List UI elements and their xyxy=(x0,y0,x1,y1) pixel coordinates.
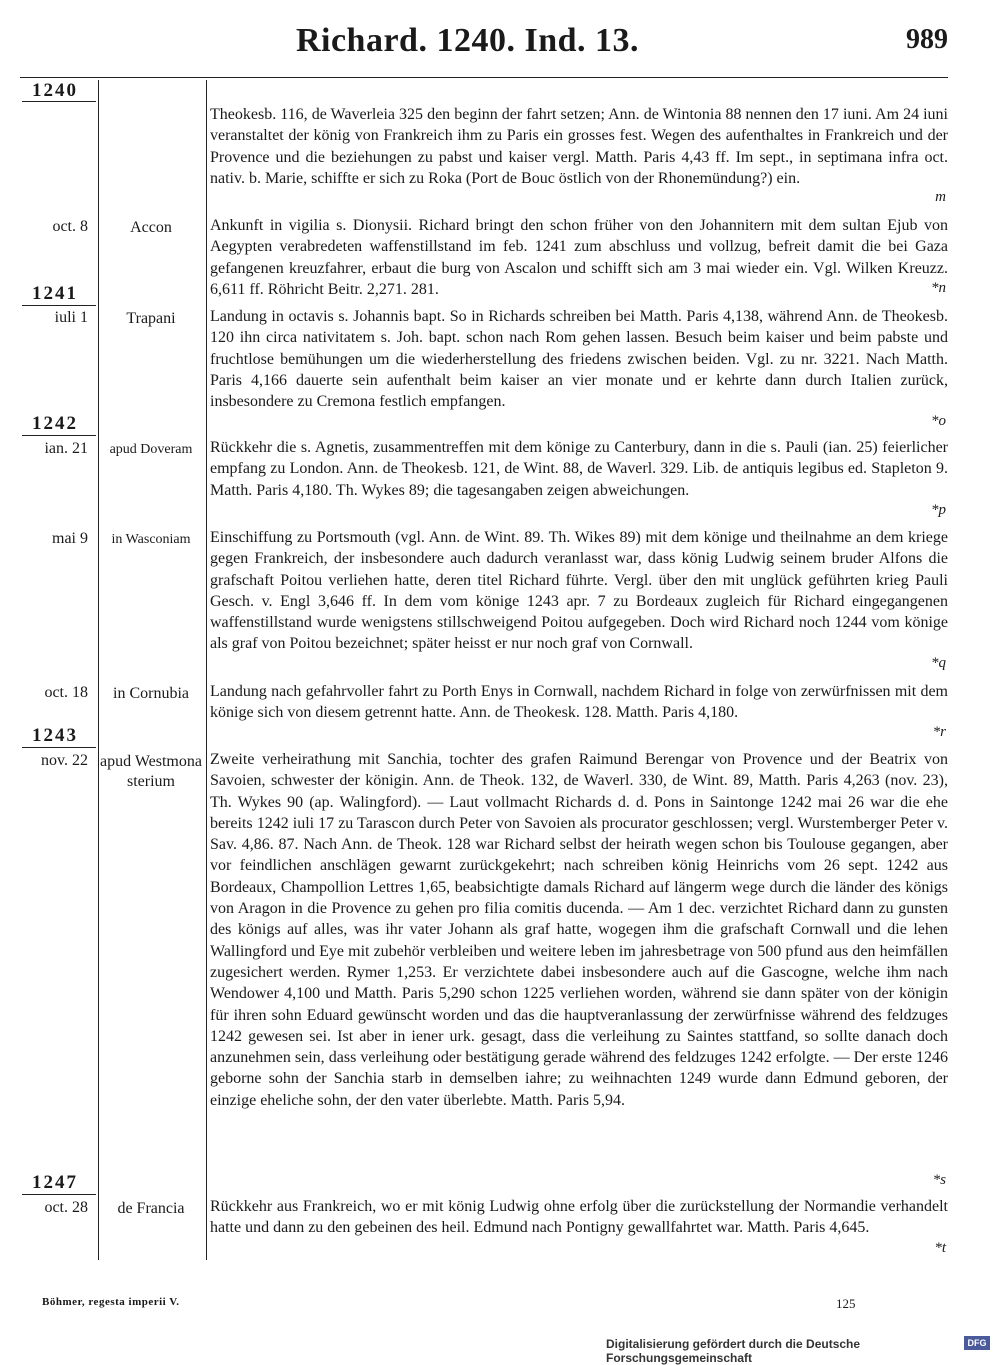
year-marker: 1247 xyxy=(32,1172,78,1193)
header-rule xyxy=(20,77,948,78)
year-marker: 1242 xyxy=(32,413,78,434)
entry-date: nov. 22 xyxy=(41,752,88,769)
dfg-logo: DFG xyxy=(964,1336,990,1350)
entry-text: Einschiffung zu Portsmouth (vgl. Ann. de Wint. 89. Th. Wikes 89) mit dem könige und theilnahme an dem kriege gegen Frankreich, der insbesondere auch dadurch veranlasst war, dass könig Ludwig seinem bruder Alfons die grafschaft Poitou verliehen hatte, deren titel Richard führte. Vergl. über den mit unglück geführten krieg Pauli Gesch. v. Engl 3,646 ff. In dem vom könige 1243 apr. 7 zu Bordeaux zugleich für Richard eingegangenen waffenstillstand wurde wenigstens stillschweigend Poitou aufgegeben. Doch wird Richard noch 1244 vom könige als graf von Poitou bezeichnet; später heisst er nur noch graf von Cornwall. xyxy=(210,529,948,653)
entry-text: Ankunft in vigilia s. Dionysii. Richard bringt den schon früher von den Johannitern mit dem sultan Ejub von Aegypten verabredeten waffenstillstand im feb. 1241 zum abschluss und vollzug, befreit damit die bei Gaza gefangenen kreuzfahrer, erbaut die burg von Ascalon und schifft sich am 3 mai wieder ein. Vgl. Wilken Kreuzz. 6,611 ff. Röhricht Beitr. 2,271. 281. xyxy=(210,217,948,298)
entry-place: in Cornubia xyxy=(113,685,189,702)
column-divider xyxy=(206,80,207,1260)
entry-text: Theokesb. 116, de Waverleia 325 den beginn der fahrt setzen; Ann. de Wintonia 88 nennen den 17 iuni. Am 24 iuni veranstaltet der könig von Frankreich ihm zu Paris ein grosses fest. Wegen des aufenthaltes in Frankreich und der Provence und die beziehungen zu pabst und kaiser vergl. Matth. Paris 4,43 ff. Im sept., in septimana infra oct. nativ. b. Marie, schiffte er sich zu Roka (Port de Bouc östlich von der Rhonemündung?) ein. xyxy=(210,106,948,187)
page-number: 989 xyxy=(906,24,948,55)
entry-note: *o xyxy=(931,413,946,429)
entry-place: apud Westmonasterium xyxy=(100,753,202,790)
entry-text: Rückkehr aus Frankreich, wo er mit könig Ludwig ohne erfolg über die zurückstellung der Normandie verhandelt hatte und dann zu den gebeinen des heil. Edmund nach Pontigny gewallfahrtet war. Matth. Paris 4,645. xyxy=(210,1198,948,1237)
year-rule xyxy=(22,305,96,306)
entry-date: mai 9 xyxy=(52,530,88,547)
year-marker: 1241 xyxy=(32,283,78,304)
entry-note: *t xyxy=(934,1240,946,1256)
column-divider xyxy=(98,80,99,1260)
entry-date: ian. 21 xyxy=(44,440,88,457)
entry-note: *q xyxy=(931,655,946,671)
footer-sheet-number: 125 xyxy=(836,1296,856,1311)
entry-text: Landung nach gefahrvoller fahrt zu Porth Enys in Cornwall, nachdem Richard in folge von zerwürfnissen mit dem könige sich von diesem getrennt hatte. Ann. de Theokesk. 128. Matth. Paris 4,180. xyxy=(210,683,948,722)
entry-date: oct. 8 xyxy=(52,218,88,235)
entry-note: *s xyxy=(932,1172,946,1188)
entry-note: *n xyxy=(931,280,946,296)
entry-note: *r xyxy=(932,724,946,740)
page-title: Richard. 1240. Ind. 13. xyxy=(295,22,640,59)
entry-place: Accon xyxy=(130,219,172,236)
year-marker: 1243 xyxy=(32,725,78,746)
footer-source: Böhmer, regesta imperii V. xyxy=(42,1296,180,1308)
entry-text: Rückkehr die s. Agnetis, zusammentreffen mit dem könige zu Canterbury, dann in die s. Pauli (ian. 25) feierlicher empfang zu London. Ann. de Theokesb. 121, de Wint. 88, de Waverl. 329. Lib. de antiquis legibus ed. Stapleton 9. Matth. Paris 4,180. Th. Wykes 89; die tagesangaben zeigen abweichungen. xyxy=(210,439,948,499)
year-rule xyxy=(22,101,96,102)
entry-note: *p xyxy=(931,502,946,518)
entry-place: de Francia xyxy=(117,1200,185,1217)
entry-date: oct. 18 xyxy=(44,684,88,701)
entry-place: apud Doveram xyxy=(109,442,193,457)
entry-place: Trapani xyxy=(126,310,176,327)
entry-date: oct. 28 xyxy=(44,1199,88,1216)
year-rule xyxy=(22,1194,96,1195)
year-rule xyxy=(22,435,96,436)
entry-date: iuli 1 xyxy=(54,309,88,326)
entry-text: Landung in octavis s. Johannis bapt. So in Richards schreiben bei Matth. Paris 4,138, während Ann. de Theokesb. 120 ihn circa nativitatem s. Joh. bapt. schon nach Rom gehen lassen. Besuch beim kaiser und beim pabste und fruchtlose bemühungen um die wiederherstellung des friedens zwischen beiden. Vgl. zu nr. 3221. Nach Matth. Paris 4,166 dauerte sein aufenthalt beim kaiser an vier monate und er kehrte dann durch Italien zurück, insbesondere zu Cremona festlich empfangen. xyxy=(210,308,948,411)
year-marker: 1240 xyxy=(32,80,78,101)
entry-place: in Wasconiam xyxy=(111,532,191,547)
funding-note: Digitalisierung gefördert durch die Deutsche Forschungsgemeinschaft xyxy=(606,1337,861,1365)
entry-note: m xyxy=(935,189,946,205)
entry-text: Zweite verheirathung mit Sanchia, tochter des grafen Raimund Berengar von Provence und der Beatrix von Savoien, schwester der königin. Ann. de Theok. 132, de Waverl. 330, de Wint. 89, Matth. Paris 4,263 (nov. 23), Th. Wykes 90 (ap. Walingford). — Laut vollmacht Richards d. d. Pons in Saintonge 1242 mai 26 war die ehe bereits 1242 iuli 17 zu Tarascon durch Peter von Savoien als procurator geschlossen; vergl. Wurstemberger Peter v. Sav. 4,86. 87. Nach Ann. de Theok. 128 war Richard selbst der heirath wegen schon bis Toulouse gegangen, aber vor feindlichen anschlägen gewarnt zurückgekehrt; nach schreiben könig Heinrichs vom 26 sept. 1242 aus Bordeaux, Champollion Lettres 1,65, beabsichtigte damals Richard auf längerm wege durch die länder des königs von Aragon in die Provence zu gehen pro filia comitis ducenda. — Am 1 dec. verzichtet Richard dann zu gunsten des königs auf alles, was ihr vater Johann als graf hatte, wogegen ihm die grafschaft Cornwall und die lehen Wallingford und Eye mit zubehör verbleiben und weitere leben im jahresbetrage von 500 pfund aus den heimfällen zugesichert werden. Rymer 1,253. Er verzichtete dabei insbesondere auch auf die Gascogne, welche ihm nach Wendower 4,100 und Matth. Paris 5,290 schon 1225 verliehen worden, während sie dann später von der königin für ihren sohn Eduard gewünscht worden und das die hauptveranlassung der zerwürfnisse während des feldzuges 1242 gewesen sei. Ist aber in iener urk. gesagt, dass die verleihung zu Saintes stattfand, so sollte danach doch anzunehmen sein, dass verleihung oder bestätigung gerade während des feldzuges 1242 erfolgte. — Der erste 1246 geborne sohn der Sanchia starb in demselben iahre; zu weihnachten 1249 wurde dann Edmund geboren, der einzige eheliche sohn, der den vater überlebte. Matth. Paris 5,94. xyxy=(210,751,948,1109)
year-rule xyxy=(22,747,96,748)
